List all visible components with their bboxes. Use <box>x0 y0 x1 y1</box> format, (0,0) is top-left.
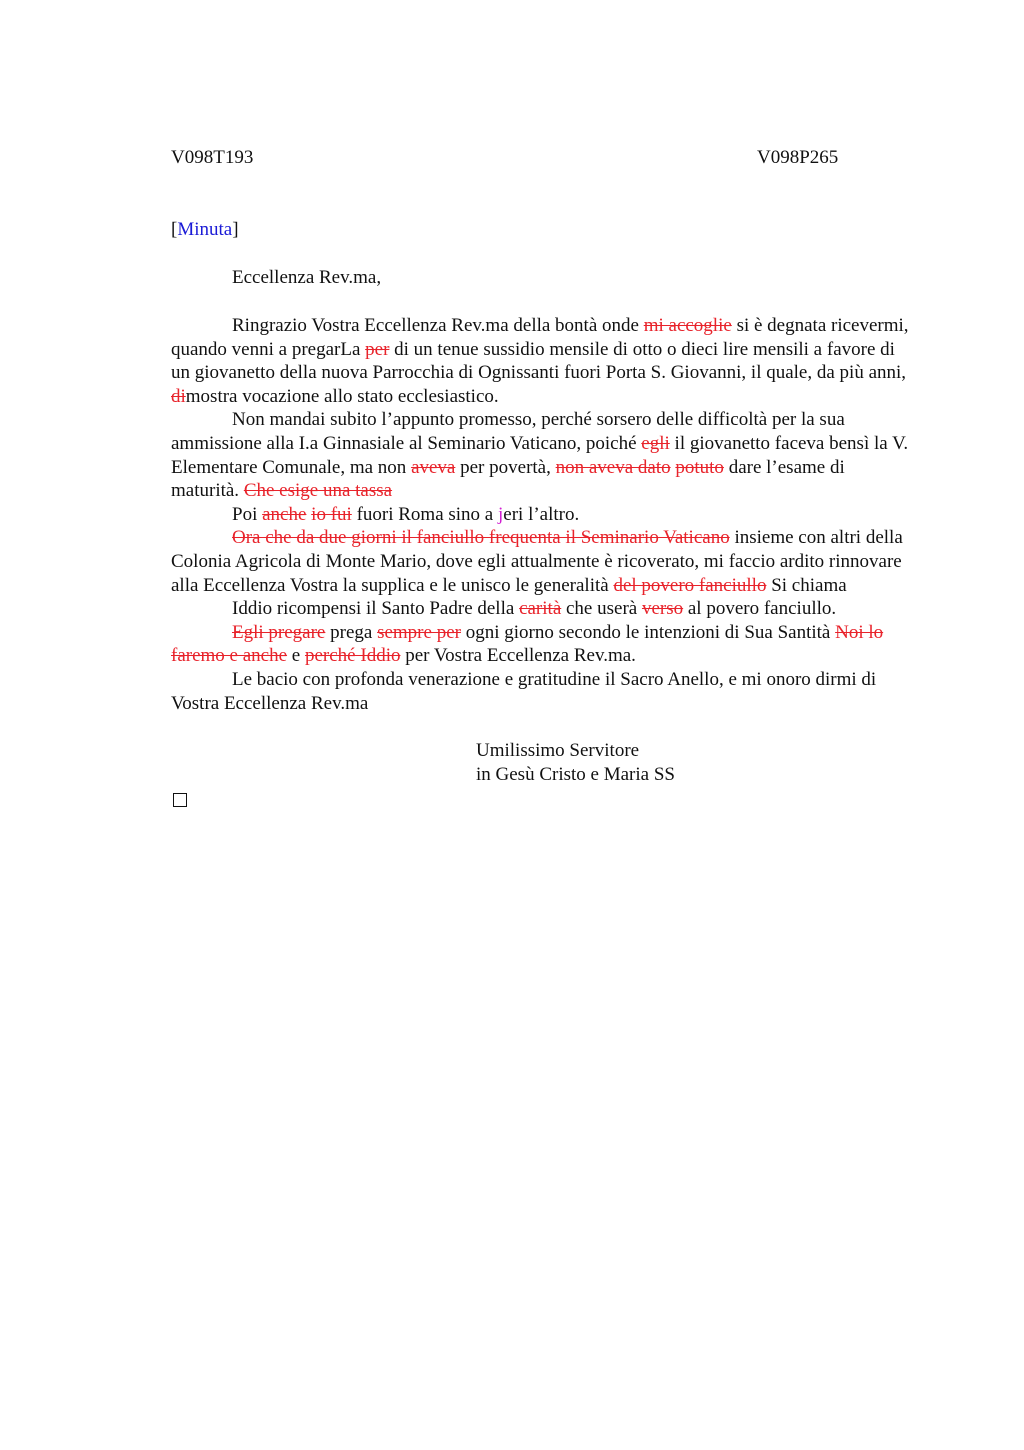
closing-line-faith: in Gesù Cristo e Maria SS <box>476 763 675 785</box>
letter-body <box>171 314 916 715</box>
letter-page <box>171 146 916 807</box>
paragraph-supplica <box>171 526 916 597</box>
text-segment: che userà <box>561 598 642 620</box>
text-segment: Ringrazio Vostra Eccellenza Rev.ma della bontà onde <box>232 315 644 336</box>
text-segment: prega <box>325 621 378 643</box>
text-segment: eri l’altro. <box>503 503 580 525</box>
paragraph-travel <box>171 503 916 527</box>
minuta-open-bracket: [ <box>171 219 178 240</box>
minuta-note <box>171 218 916 242</box>
deleted-text: verso <box>641 598 684 620</box>
paragraph-difficulties <box>171 408 916 502</box>
paragraph-prayer <box>171 621 916 668</box>
text-segment: e <box>287 645 305 667</box>
paragraph-blessing <box>171 597 916 621</box>
deleted-text: non aveva dato <box>555 456 671 478</box>
document-code-right: V098P265 <box>757 147 839 168</box>
deleted-text: anche <box>262 503 307 525</box>
text-segment: Non mandai subito l’appunto promesso, perché sorsero delle difficoltà per la sua ammissione alla I.a Ginnasiale al Seminario Vaticano, poiché <box>171 409 845 454</box>
text-segment: fuori Roma sino a <box>351 503 498 525</box>
text-segment: il giovanetto faceva bensì la V. Elementare Comunale, ma non <box>171 432 909 478</box>
deleted-text: Che esige una tassa <box>243 480 393 502</box>
text-segment: Iddio ricompensi il Santo Padre della <box>232 598 520 620</box>
text-segment: mostra vocazione allo stato ecclesiastico. <box>185 385 499 407</box>
deleted-text: egli <box>641 432 670 454</box>
deleted-text: di <box>171 385 186 407</box>
text-segment: si è degnata ricevermi, quando venni a pregarLa <box>171 315 909 360</box>
text-segment: di un tenue sussidio mensile di otto o dieci lire mensili a favore di un giovanetto della nuova Parrocchia di Ognissanti fuori Porta S. Giovanni, il quale, da più anni, <box>171 338 907 384</box>
text-segment: per Vostra Eccellenza Rev.ma. <box>400 645 636 667</box>
deleted-text: sempre per <box>377 621 461 643</box>
inserted-text: j <box>498 503 504 525</box>
paragraph-farewell <box>171 668 916 715</box>
text-segment: al povero fanciullo. <box>683 598 837 620</box>
text-segment: per povertà, <box>455 456 556 478</box>
deleted-text: carità <box>519 598 562 620</box>
minuta-close-bracket: ] <box>232 219 239 240</box>
deleted-text: per <box>365 338 390 360</box>
checkbox-square-icon <box>173 793 187 807</box>
salutation: Eccellenza Rev.ma, <box>232 267 382 288</box>
text-segment: insieme con altri della Colonia Agricola di Monte Mario, dove egli attualmente è ricoverato, mi faccio ardito rinnovare alla Eccellenza Vostra la supplica e le unisco le generalità <box>171 527 903 596</box>
text-segment: ogni giorno secondo le intenzioni di Sua Santità <box>460 621 836 643</box>
deleted-text: aveva <box>411 456 456 478</box>
signature-block <box>476 739 916 786</box>
deleted-text: perché Iddio <box>304 645 401 667</box>
deleted-text: del povero fanciullo <box>613 574 767 596</box>
deleted-text: Ora che da due giorni il fanciullo frequenta il Seminario Vaticano <box>232 527 730 549</box>
document-header <box>171 146 916 170</box>
deleted-text: mi accoglie <box>643 315 732 336</box>
text-segment: Le bacio con profonda venerazione e gratitudine il Sacro Anello, e mi onoro dirmi di Vostra Eccellenza Rev.ma <box>171 668 877 714</box>
text-segment: Si chiama <box>766 574 847 596</box>
text-segment: dare l’esame di maturità. <box>171 456 845 502</box>
closing-line-servant: Umilissimo Servitore <box>476 740 640 762</box>
document-code-left: V098T193 <box>171 147 254 168</box>
deleted-text: potuto <box>675 456 724 478</box>
deleted-text: io fui <box>311 503 352 525</box>
text-segment: Poi <box>232 503 263 525</box>
paragraph-thanks <box>171 314 916 408</box>
deleted-text: Noi lo faremo e anche <box>171 621 884 667</box>
minuta-label: Minuta <box>177 219 233 240</box>
deleted-text: Egli pregare <box>232 621 326 643</box>
